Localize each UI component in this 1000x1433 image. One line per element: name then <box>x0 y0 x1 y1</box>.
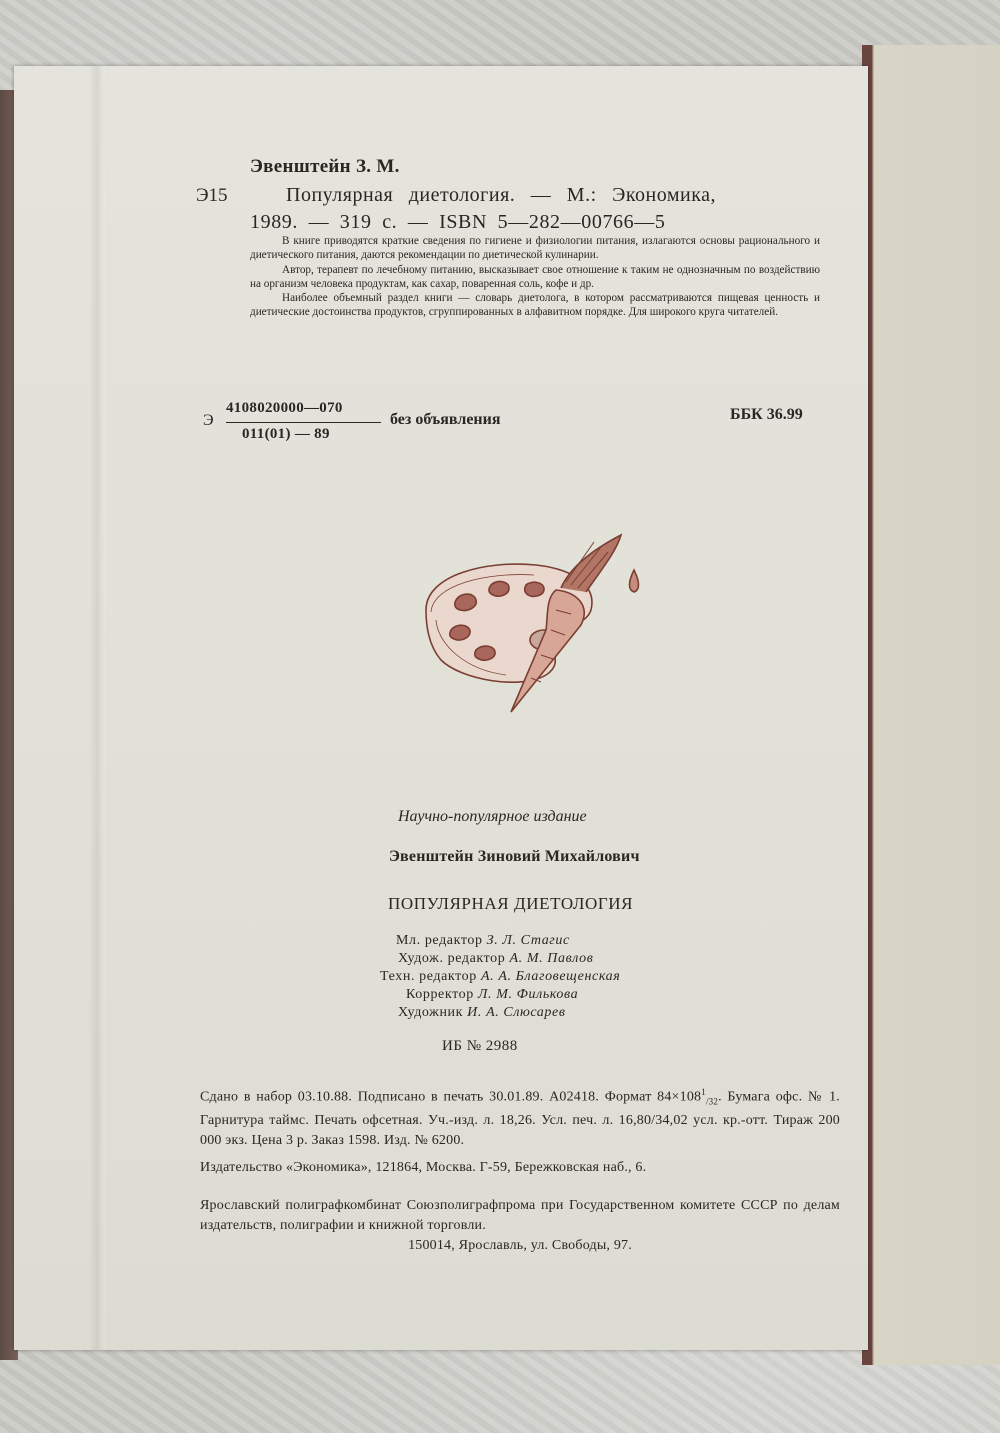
bbk-code: ББК 36.99 <box>730 406 803 423</box>
page-fold-shadow <box>89 66 105 1350</box>
index-denominator: 011(01) — 89 <box>242 426 330 442</box>
publisher-address: Издательство «Экономика», 121864, Москва. Г-59, Бережковская наб., 6. <box>200 1160 647 1175</box>
year-isbn-line: 1989. — 319 с. — ISBN 5—282—00766—5 <box>250 211 666 233</box>
print-info: Сдано в набор 03.10.88. Подписано в печать 30.01.89. А02418. Формат $84\times 108^1_{/32}$. Бумага офс. № 1. Гарнитура таймс. Печать офсетная. Уч.-изд. л. 18,26. Усл. печ. л. 16,80/34,02 усл. кр.-отт. Тираж 200 000 экз. Цена 3 р. Заказ 1598. Изд. № 6200. <box>200 1087 841 1149</box>
genre-label: Научно-популярное издание <box>398 808 587 825</box>
ib-number: ИБ № 2988 <box>442 1038 518 1054</box>
credit-line: Мл. редактор З. Л. Стагис <box>396 933 570 948</box>
annotation-paragraph: В книге приводятся краткие сведения по гигиене и физиологии питания, излагаются основы рационального и диетического питания, даются рекомендации по диетической кулинарии. <box>250 235 820 262</box>
credit-line: Корректор Л. М. Филькова <box>406 987 579 1002</box>
annotation <box>250 234 820 320</box>
book-cover-right <box>862 45 1000 1365</box>
book-title: ПОПУЛЯРНАЯ ДИЕТОЛОГИЯ <box>388 894 634 913</box>
printer-info: Ярославский полиграфкомбинат Союзполиграфпрома при Государственном комитете СССР по делам издательств, полиграфии и книжной торговли. 150014, Ярославль, ул. Свободы, 97. <box>200 1198 840 1253</box>
title-line: Популярная диетология. — М.: Экономика, <box>286 184 716 206</box>
author-short: Эвенштейн З. М. <box>250 156 400 177</box>
credit-line: Художник И. А. Слюсарев <box>398 1005 566 1020</box>
annotation-paragraph: Наиболее объемный раздел книги — словарь диетолога, в котором рассматриваются пищевая ценность и диетические достоинства продуктов, сгруппированных в алфавитном порядке. Для широкого круга читателей. <box>250 292 820 319</box>
credit-line: Худож. редактор А. М. Павлов <box>398 951 594 966</box>
index-numerator: 4108020000—070 <box>226 400 343 416</box>
index-letter: Э <box>203 412 214 429</box>
fraction-bar <box>226 422 381 423</box>
no-ads-label: без объявления <box>390 411 501 428</box>
book-page <box>14 66 868 1350</box>
author-full-name: Эвенштейн Зиновий Михайлович <box>389 848 640 865</box>
credit-line: Техн. редактор А. А. Благовещенская <box>380 969 621 984</box>
palette-carrot-brush-icon <box>406 530 656 720</box>
catalog-code: Э15 <box>196 185 228 206</box>
annotation-paragraph: Автор, терапевт по лечебному питанию, высказывает свое отношение к таким не однозначным по воздействию на организм человека продуктам, как сахар, поваренная соль, кофе и др. <box>250 263 820 290</box>
